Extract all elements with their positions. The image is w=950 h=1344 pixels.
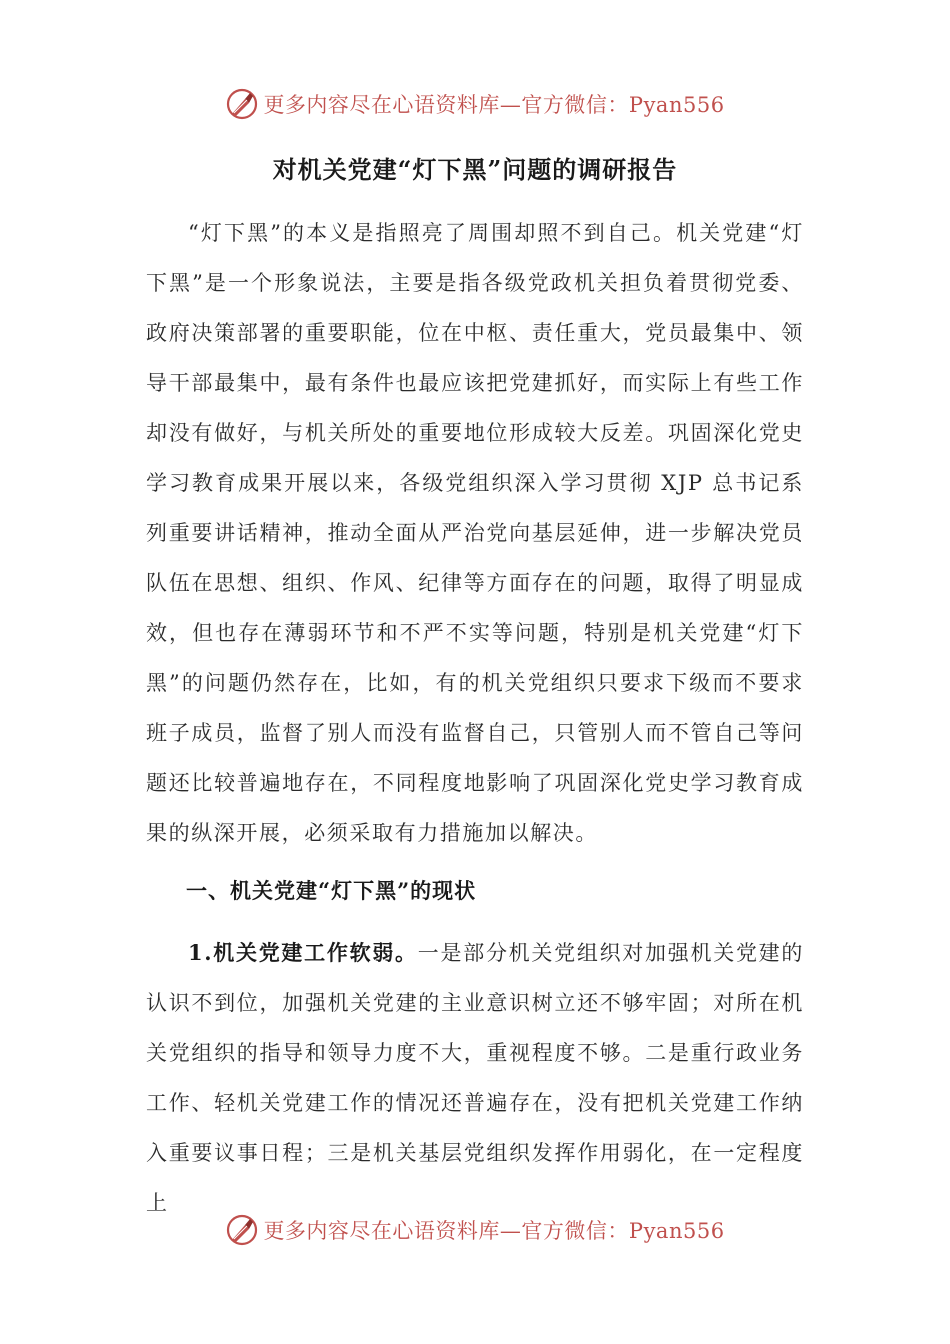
header-watermark-banner — [0, 84, 950, 124]
document-title: 对机关党建“灯下黑”问题的调研报告 — [272, 155, 678, 184]
section-heading: 一、机关党建“灯下黑”的现状 — [186, 878, 477, 903]
intro-paragraph: “灯下黑”的本义是指照亮了周围却照不到自己。机关党建“灯下黑”是一个形象说法，主要是指各级党政机关担负着贯彻党委、政府决策部署的重要职能，位在中枢、责任重大，党员最集中、领导干部最集中，最有条件也最应该把党建抓好，而实际上有些工作却没有做好，与机关所处的重要地位形成较大反差。巩固深化党史学习教育成果开展以来，各级党组织深入学习贯彻 XJP 总书记系列重要讲话精神，推动全面从严治党向基层延伸，进一步解决党员队伍在思想、组织、作风、纪律等方面存在的问题，取得了明显成效，但也存在薄弱环节和不严不实等问题，特别是机关党建“灯下黑”的问题仍然存在，比如，有的机关党组织只要求下级而不要求班子成员，监督了别人而没有监督自己，只管别人而不管自己等问题还比较普遍地存在，不同程度地影响了巩固深化党史学习教育成果的纵深开展，必须采取有力措施加以解决。 — [146, 221, 804, 845]
item-paragraph — [146, 928, 804, 1228]
item-body: 一是部分机关党组织对加强机关党建的认识不到位，加强机关党建的主业意识树立还不够牢固；对所在机关党组织的指导和领导力度不大，重视程度不够。二是重行政业务工作、轻机关党建工作的情况还普遍存在，没有把机关党建工作纳入重要议事日程；三是机关基层党组织发挥作用弱化，在一定程度上 — [146, 941, 804, 1215]
item-lead: 1.机关党建工作软弱。 — [188, 940, 418, 965]
pen-nib-logo-icon — [225, 1213, 259, 1247]
footer-watermark-banner — [0, 1210, 950, 1250]
pen-nib-logo-icon — [225, 87, 259, 121]
intro-section — [146, 208, 804, 858]
watermark-text: 更多内容尽在心语资料库—官方微信：Pyan556 — [263, 1219, 725, 1243]
watermark-text: 更多内容尽在心语资料库—官方微信：Pyan556 — [263, 93, 725, 117]
item-section — [146, 928, 804, 1228]
